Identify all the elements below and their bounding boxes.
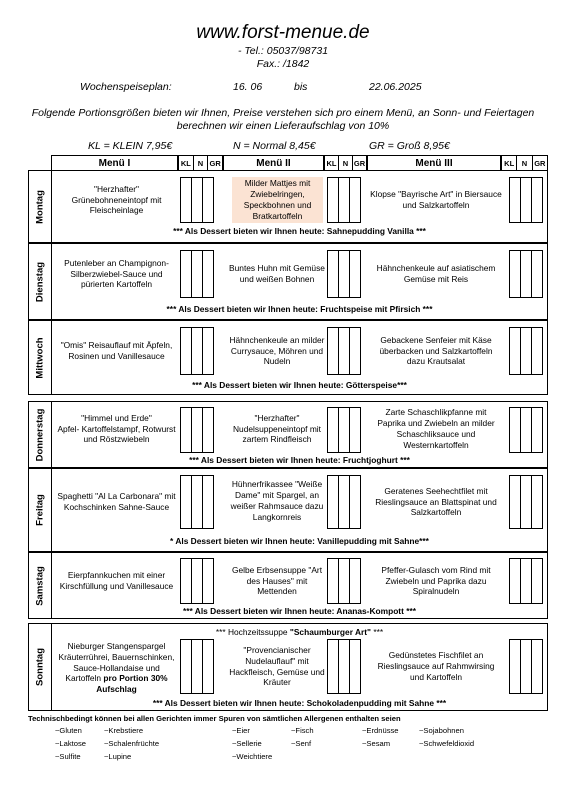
dessert-line: * Als Dessert bieten wir Ihnen heute: Vanillepudding mit Sahne*** — [170, 536, 429, 546]
order-box-kl[interactable] — [181, 640, 192, 693]
price-gross: GR = Groß 8,95€ — [369, 140, 450, 152]
day-donnerstag — [28, 401, 548, 468]
order-box-gr[interactable] — [203, 178, 214, 222]
order-box-gr[interactable] — [350, 178, 361, 222]
order-box-n[interactable] — [339, 178, 350, 222]
order-box-kl[interactable] — [510, 640, 521, 693]
dish-menu-3: Geratenes Seehechtfilet mit Rieslingsauce an Blattspinat und Salzkartoffeln — [375, 485, 497, 518]
dish-menu-1: Eierpfannkuchen mit einer Kirschfüllung und Vanillesauce — [59, 570, 174, 591]
plan-to-date: 22.06.2025 — [369, 81, 422, 93]
order-box-kl[interactable] — [328, 640, 339, 693]
menu-1-size-header — [178, 155, 223, 170]
order-box-gr[interactable] — [350, 408, 361, 452]
order-box-n[interactable] — [192, 640, 203, 693]
order-box-n[interactable] — [339, 476, 350, 528]
order-boxes-menu-2[interactable] — [327, 177, 361, 223]
dish-menu-2: "Herzhafter" Nudelsuppeneintopf mit zartem Rindfleisch — [233, 412, 321, 445]
order-box-n[interactable] — [521, 328, 532, 374]
order-box-kl[interactable] — [510, 559, 521, 603]
order-box-gr[interactable] — [532, 476, 543, 528]
order-boxes-menu-2[interactable] — [327, 407, 361, 453]
order-boxes-menu-1[interactable] — [180, 407, 214, 453]
order-box-kl[interactable] — [510, 251, 521, 297]
order-box-gr[interactable] — [532, 408, 543, 452]
order-box-n[interactable] — [339, 251, 350, 297]
order-box-kl[interactable] — [328, 476, 339, 528]
gr-label: GR — [532, 156, 547, 170]
dish-menu-2: Buntes Huhn mit Gemüse und weißen Bohnen — [229, 263, 325, 284]
allergen-item: ~Sojabohnen — [419, 726, 464, 735]
dessert-line: *** Als Dessert bieten wir Ihnen heute: Fruchtjoghurt *** — [189, 455, 410, 465]
order-box-gr[interactable] — [350, 476, 361, 528]
order-box-n[interactable] — [521, 178, 532, 222]
order-box-kl[interactable] — [181, 476, 192, 528]
day-label: Freitag — [34, 494, 46, 526]
day-freitag — [28, 468, 548, 552]
allergen-item: ~Schalenfrüchte — [104, 739, 160, 748]
dish-menu-3: Gebackene Senfeier mit Käse überbacken und Salzkartoffeln dazu Krautsalat — [379, 334, 493, 367]
dish-menu-3: Klopse "Bayrische Art" in Biersauce und Salzkartoffeln — [370, 189, 502, 210]
order-box-gr[interactable] — [532, 251, 543, 297]
order-boxes-menu-1[interactable] — [180, 558, 214, 604]
order-box-n[interactable] — [192, 408, 203, 452]
order-box-n[interactable] — [192, 476, 203, 528]
order-box-kl[interactable] — [510, 328, 521, 374]
order-boxes-menu-3[interactable] — [509, 250, 543, 298]
day-samstag — [28, 552, 548, 619]
day-label: Samstag — [34, 565, 46, 606]
order-box-kl[interactable] — [328, 559, 339, 603]
order-box-kl[interactable] — [328, 251, 339, 297]
order-box-n[interactable] — [339, 408, 350, 452]
dish-menu-1: Nieburger Stangenspargel Kräuterrührei, Bauernschinken, Sauce-Hollandaise und Kartoffeln pro Portion 30% Aufschlag — [58, 640, 175, 695]
order-box-n[interactable] — [192, 559, 203, 603]
menu-3-size-header — [501, 155, 548, 170]
dessert-line: *** Als Dessert bieten wir Ihnen heute: Fruchtspeise mit Pfirsich *** — [166, 304, 433, 314]
order-box-n[interactable] — [521, 251, 532, 297]
order-box-n[interactable] — [521, 640, 532, 693]
dish-menu-2: Milder Mattjes mit Zwiebelringen, Speckbohnen und Bratkartoffeln — [232, 177, 323, 223]
telephone: - Tel.: 05037/98731 — [237, 45, 329, 57]
order-box-gr[interactable] — [350, 640, 361, 693]
allergen-note: Technischbedingt können bei allen Gerichten immer Spuren von sämtlichen Allergenen enthalten seien — [28, 714, 401, 723]
website-title: www.forst-menue.de — [196, 22, 370, 43]
order-box-kl[interactable] — [181, 251, 192, 297]
soup-line: *** Hochzeitssuppe "Schaumburger Art" *** — [215, 627, 384, 637]
price-normal: N = Normal 8,45€ — [233, 140, 316, 152]
order-box-kl[interactable] — [181, 559, 192, 603]
dish-menu-1: "Omis" Reisauflauf mit Äpfeln, Rosinen und Vanillesauce — [60, 340, 173, 361]
order-boxes-menu-2[interactable] — [327, 327, 361, 375]
order-box-gr[interactable] — [203, 476, 214, 528]
order-boxes-menu-1[interactable] — [180, 177, 214, 223]
order-box-n[interactable] — [521, 476, 532, 528]
day-sonntag — [28, 623, 548, 711]
day-montag — [28, 170, 548, 243]
dish-menu-3: Hähnchenkeule auf asiatischem Gemüse mit Reis — [376, 263, 496, 284]
order-box-gr[interactable] — [532, 559, 543, 603]
order-box-n[interactable] — [339, 640, 350, 693]
day-dienstag — [28, 243, 548, 320]
dish-menu-2: "Provencianischer Nudelauflauf" mit Hackfleisch, Gemüse und Kräuter — [229, 644, 325, 688]
order-box-n[interactable] — [339, 559, 350, 603]
n-label: N — [516, 156, 531, 170]
allergen-item: ~Eier — [232, 726, 250, 735]
day-mittwoch — [28, 320, 548, 395]
order-box-gr[interactable] — [203, 251, 214, 297]
order-box-gr[interactable] — [203, 640, 214, 693]
dessert-line: *** Als Dessert bieten wir Ihnen heute: Ananas-Kompott *** — [183, 606, 416, 616]
order-boxes-menu-1[interactable] — [180, 250, 214, 298]
day-label: Montag — [34, 189, 46, 224]
order-boxes-menu-3[interactable] — [509, 475, 543, 529]
allergen-item: ~Senf — [291, 739, 312, 748]
order-box-kl[interactable] — [510, 408, 521, 452]
plan-from-date: 16. 06 — [233, 81, 263, 93]
allergen-item: ~Fisch — [291, 726, 314, 735]
n-label: N — [338, 156, 352, 170]
n-label: N — [193, 156, 208, 170]
order-box-gr[interactable] — [203, 328, 214, 374]
menu-3-header: Menü III — [367, 155, 501, 170]
dish-menu-3: Gedünstetes Fischfilet an Rieslingsauce auf Rahmwirsing und Kartoffeln — [377, 650, 495, 682]
order-boxes-menu-2[interactable] — [327, 558, 361, 604]
allergen-item: ~Sesam — [362, 739, 391, 748]
allergen-item: ~Erdnüsse — [362, 726, 399, 735]
order-boxes-menu-3[interactable] — [509, 558, 543, 604]
dessert-line: *** Als Dessert bieten wir Ihnen heute: Schokoladenpudding mit Sahne *** — [152, 698, 447, 708]
order-box-kl[interactable] — [328, 408, 339, 452]
order-box-kl[interactable] — [181, 178, 192, 222]
order-box-n[interactable] — [339, 328, 350, 374]
order-boxes-menu-2[interactable] — [327, 250, 361, 298]
order-box-kl[interactable] — [510, 476, 521, 528]
dish-menu-3: Pfeffer-Gulasch vom Rind mit Zwiebeln und Paprika dazu Spiralnudeln — [381, 564, 491, 597]
allergen-item: ~Gluten — [55, 726, 82, 735]
dish-menu-1: Putenleber an Champignon- Silberzwiebel-Sauce und pürierten Kartoffeln — [64, 257, 169, 290]
order-boxes-menu-2[interactable] — [327, 639, 361, 694]
plan-bis: bis — [294, 81, 308, 93]
dish-menu-1: "Himmel und Erde" Apfel- Kartoffelstampf, Rotwurst und Röstzwiebeln — [57, 412, 176, 445]
order-box-gr[interactable] — [350, 328, 361, 374]
order-box-gr[interactable] — [203, 559, 214, 603]
order-boxes-menu-3[interactable] — [509, 407, 543, 453]
dish-menu-2: Hähnchenkeule an milder Currysauce, Möhren und Nudeln — [229, 334, 325, 367]
order-box-n[interactable] — [192, 328, 203, 374]
menu-1-header: Menü I — [51, 155, 178, 170]
allergen-item: ~Sellerie — [232, 739, 262, 748]
allergen-item: ~Weichtiere — [232, 752, 273, 761]
dish-menu-1: "Herzhafter" Grünebohneneintopf mit Fleischeinlage — [71, 183, 162, 216]
dish-menu-1: Spaghetti "Al La Carbonara" mit Kochschinken Sahne-Sauce — [57, 491, 176, 512]
order-box-gr[interactable] — [203, 408, 214, 452]
order-boxes-menu-1[interactable] — [180, 327, 214, 375]
order-box-gr[interactable] — [532, 640, 543, 693]
kl-label: KL — [178, 156, 193, 170]
order-boxes-menu-3[interactable] — [509, 327, 543, 375]
order-box-gr[interactable] — [350, 559, 361, 603]
order-boxes-menu-1[interactable] — [180, 639, 214, 694]
day-label: Sonntag — [34, 648, 46, 686]
order-box-gr[interactable] — [532, 178, 543, 222]
order-boxes-menu-3[interactable] — [509, 177, 543, 223]
day-label: Mittwoch — [34, 336, 46, 379]
allergen-item: ~Sulfite — [55, 752, 81, 761]
allergen-item: ~Laktose — [55, 739, 87, 748]
dish-menu-2: Hühnerfrikassee "Weiße Dame" mit Spargel, an weißer Rahmsauce dazu Langkornreis — [230, 479, 324, 522]
menu-2-size-header — [324, 155, 367, 170]
kl-label: KL — [324, 156, 338, 170]
day-label: Dienstag — [34, 261, 46, 302]
dessert-line: *** Als Dessert bieten wir Ihnen heute: Götterspeise*** — [192, 380, 407, 390]
dessert-line: *** Als Dessert bieten wir Ihnen heute: Sahnepudding Vanilla *** — [173, 226, 426, 236]
dish-menu-3: Zarte Schaschlikpfanne mit Paprika und Zwiebeln an milder Schaschliksauce und Westernkartoffeln — [377, 407, 495, 450]
plan-label: Wochenspeiseplan: — [80, 81, 172, 93]
order-box-kl[interactable] — [181, 408, 192, 452]
order-box-n[interactable] — [521, 408, 532, 452]
day-label: Donnerstag — [34, 408, 46, 461]
order-box-n[interactable] — [192, 178, 203, 222]
gr-label: GR — [352, 156, 366, 170]
menu-2-header: Menü II — [223, 155, 324, 170]
order-box-gr[interactable] — [532, 328, 543, 374]
fax: Fax.: /1842 — [256, 58, 310, 70]
order-boxes-menu-1[interactable] — [180, 475, 214, 529]
order-box-gr[interactable] — [350, 251, 361, 297]
dish-menu-2: Gelbe Erbsensuppe "Art des Hauses" mit Mettenden — [231, 564, 323, 597]
order-boxes-menu-3[interactable] — [509, 639, 543, 694]
order-box-kl[interactable] — [510, 178, 521, 222]
order-box-n[interactable] — [521, 559, 532, 603]
intro-text: Folgende Portionsgrößen bieten wir Ihnen, Preise verstehen sich pro einem Menü, an Sonn- und Feiertagen berechnen wir einen Lieferaufschlag von 10% — [31, 107, 535, 133]
kl-label: KL — [501, 156, 516, 170]
allergen-item: ~Lupine — [104, 752, 132, 761]
order-box-kl[interactable] — [328, 328, 339, 374]
gr-label: GR — [207, 156, 222, 170]
price-klein: KL = KLEIN 7,95€ — [88, 140, 173, 152]
allergen-item: ~Krebstiere — [104, 726, 144, 735]
order-box-kl[interactable] — [181, 328, 192, 374]
allergen-item: ~Schwefeldioxid — [419, 739, 475, 748]
order-box-n[interactable] — [192, 251, 203, 297]
order-box-kl[interactable] — [328, 178, 339, 222]
order-boxes-menu-2[interactable] — [327, 475, 361, 529]
